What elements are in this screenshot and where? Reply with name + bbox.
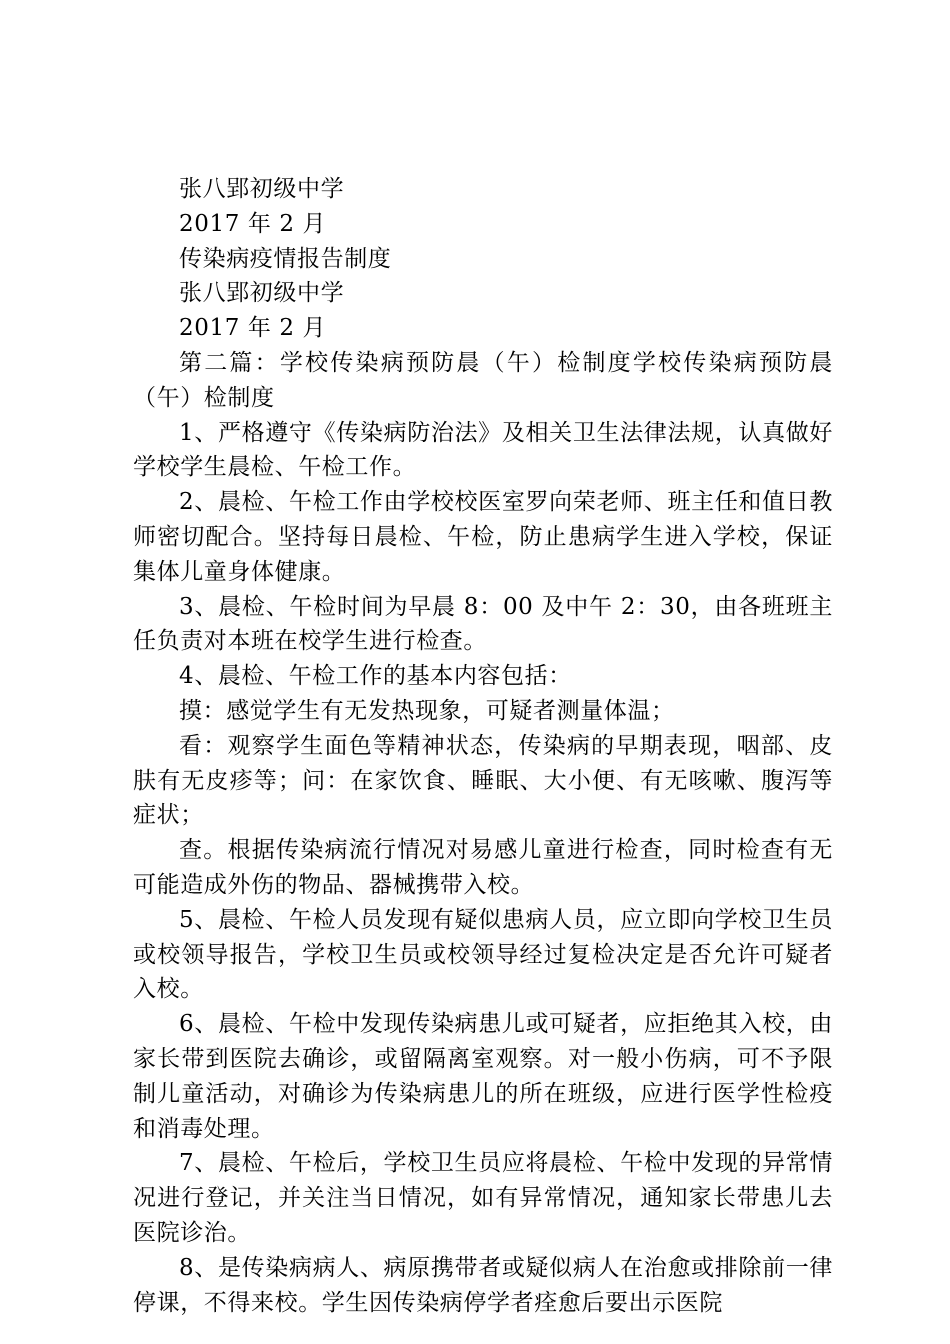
paragraph-touch: 摸：感觉学生有无发热现象，可疑者测量体温； [179,697,675,724]
paragraph-7: 7、晨检、午检后，学校卫生员应将晨检、午检中发现的异常情况进行登记，并关注当日情况，如有异常情况，通知家长带患儿去医院诊治。 [133,1150,833,1246]
paragraph-1: 1、严格遵守《传染病防治法》及相关卫生法律法规，认真做好学校学生晨检、午检工作。 [133,419,833,481]
paragraph-4: 4、晨检、午检工作的基本内容包括： [179,663,572,690]
paragraph-6: 6、晨检、午检中发现传染病患儿或可疑者，应拒绝其入校，由家长带到医院去确诊，或留隔离室观察。对一般小伤病，可不予限制儿童活动，对确诊为传染病患儿的所在班级，应进行医学性检疫和消毒处理。 [133,1011,833,1142]
paragraph-check: 查。根据传染病流行情况对易感儿童进行检查，同时检查有无可能造成外伤的物品、器械携带入校。 [133,837,833,898]
paragraph-5: 5、晨检、午检人员发现有疑似患病人员，应立即向学校卫生员或校领导报告，学校卫生员或校领导经过复检决定是否允许可疑者入校。 [133,906,833,1003]
header-line-date: 2017 年 2 月 [179,210,327,237]
header-line-title: 传染病疫情报告制度 [179,245,392,272]
paragraph-look-ask: 看：观察学生面色等精神状态，传染病的早期表现，咽部、皮肤有无皮疹等；问：在家饮食、睡眠、大小便、有无咳嗽、腹泻等症状； [133,732,833,829]
header-line-school: 张八郢初级中学 [179,176,345,202]
header-line-date-2: 2017 年 2 月 [179,315,327,342]
paragraph-3: 3、晨检、午检时间为早晨 8：00 及中午 2：30，由各班班主任负责对本班在校学生进行检查。 [133,593,833,655]
header-line-school-2: 张八郢初级中学 [179,280,345,307]
document-body [133,172,833,1320]
paragraph-8: 8、是传染病病人、病原携带者或疑似病人在治愈或排除前一律停课，不得来校。学生因传染病停学者痊愈后要出示医院 [133,1254,833,1316]
section-heading: 第二篇：学校传染病预防晨（午）检制度学校传染病预防晨（午）检制度 [133,349,833,411]
paragraph-2: 2、晨检、午检工作由学校校医室罗向荣老师、班主任和值日教师密切配合。坚持每日晨检、午检，防止患病学生进入学校，保证集体儿童身体健康。 [133,489,833,585]
